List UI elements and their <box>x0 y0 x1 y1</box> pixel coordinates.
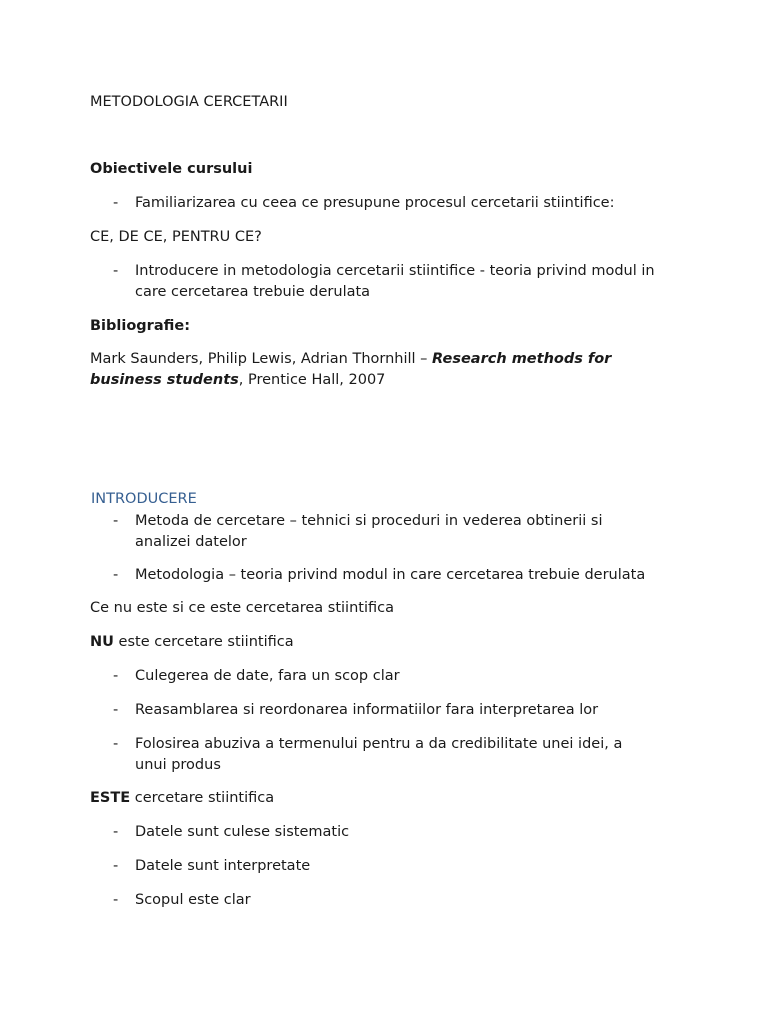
intro-item: Metoda de cercetare – tehnici si proceduri in vederea obtinerii si analizei datelor <box>135 513 603 550</box>
este-item: Datele sunt culese sistematic <box>135 824 350 840</box>
ce-line: CE, DE CE, PENTRU CE? <box>90 229 262 245</box>
nu-item: Reasamblarea si reordonarea informatiilor fara interpretarea lor <box>135 702 599 718</box>
nu-item: Culegerea de date, fara un scop clar <box>135 668 400 684</box>
bullet-dash: - <box>113 668 119 684</box>
nu-item: Folosirea abuziva a termenului pentru a da credibilitate unei idei, a unui produs <box>135 736 623 773</box>
bullet-dash: - <box>113 824 119 840</box>
what-line: Ce nu este si ce este cercetarea stiintifica <box>90 600 394 616</box>
bullet-dash: - <box>113 263 119 279</box>
objectives-heading: Obiectivele cursului <box>90 161 253 177</box>
objective-item: Familiarizarea cu ceea ce presupune procesul cercetarii stiintifice: <box>135 195 615 211</box>
bibliography-entry <box>90 349 650 391</box>
bullet-dash: - <box>113 567 119 583</box>
este-item: Datele sunt interpretate <box>135 858 311 874</box>
bullet-dash: - <box>113 892 119 908</box>
nu-bold: NU <box>90 634 114 650</box>
bullet-dash: - <box>113 195 119 211</box>
bullet-dash: - <box>113 736 119 752</box>
bib-title: Research methods for business students <box>90 351 612 388</box>
intro-item: Metodologia – teoria privind modul in care cercetarea trebuie derulata <box>135 567 646 583</box>
este-rest: cercetare stiintifica <box>130 790 275 806</box>
bullet-dash: - <box>113 702 119 718</box>
objective-item: Introducere in metodologia cercetarii stiintifice - teoria privind modul in care cercetarea trebuie derulata <box>135 263 655 300</box>
bullet-dash: - <box>113 513 119 529</box>
este-item: Scopul este clar <box>135 892 251 908</box>
nu-rest: este cercetare stiintifica <box>113 634 294 650</box>
bib-authors: Mark Saunders, Philip Lewis, Adrian Thornhill – <box>90 351 433 367</box>
bibliography-heading: Bibliografie: <box>90 318 190 334</box>
este-bold: ESTE <box>90 790 131 806</box>
bullet-dash: - <box>113 858 119 874</box>
document-title: METODOLOGIA CERCETARII <box>90 94 288 110</box>
nu-line <box>90 632 294 653</box>
intro-heading: INTRODUCERE <box>91 491 197 507</box>
bib-publisher: , Prentice Hall, 2007 <box>238 372 386 388</box>
este-line <box>90 788 274 809</box>
